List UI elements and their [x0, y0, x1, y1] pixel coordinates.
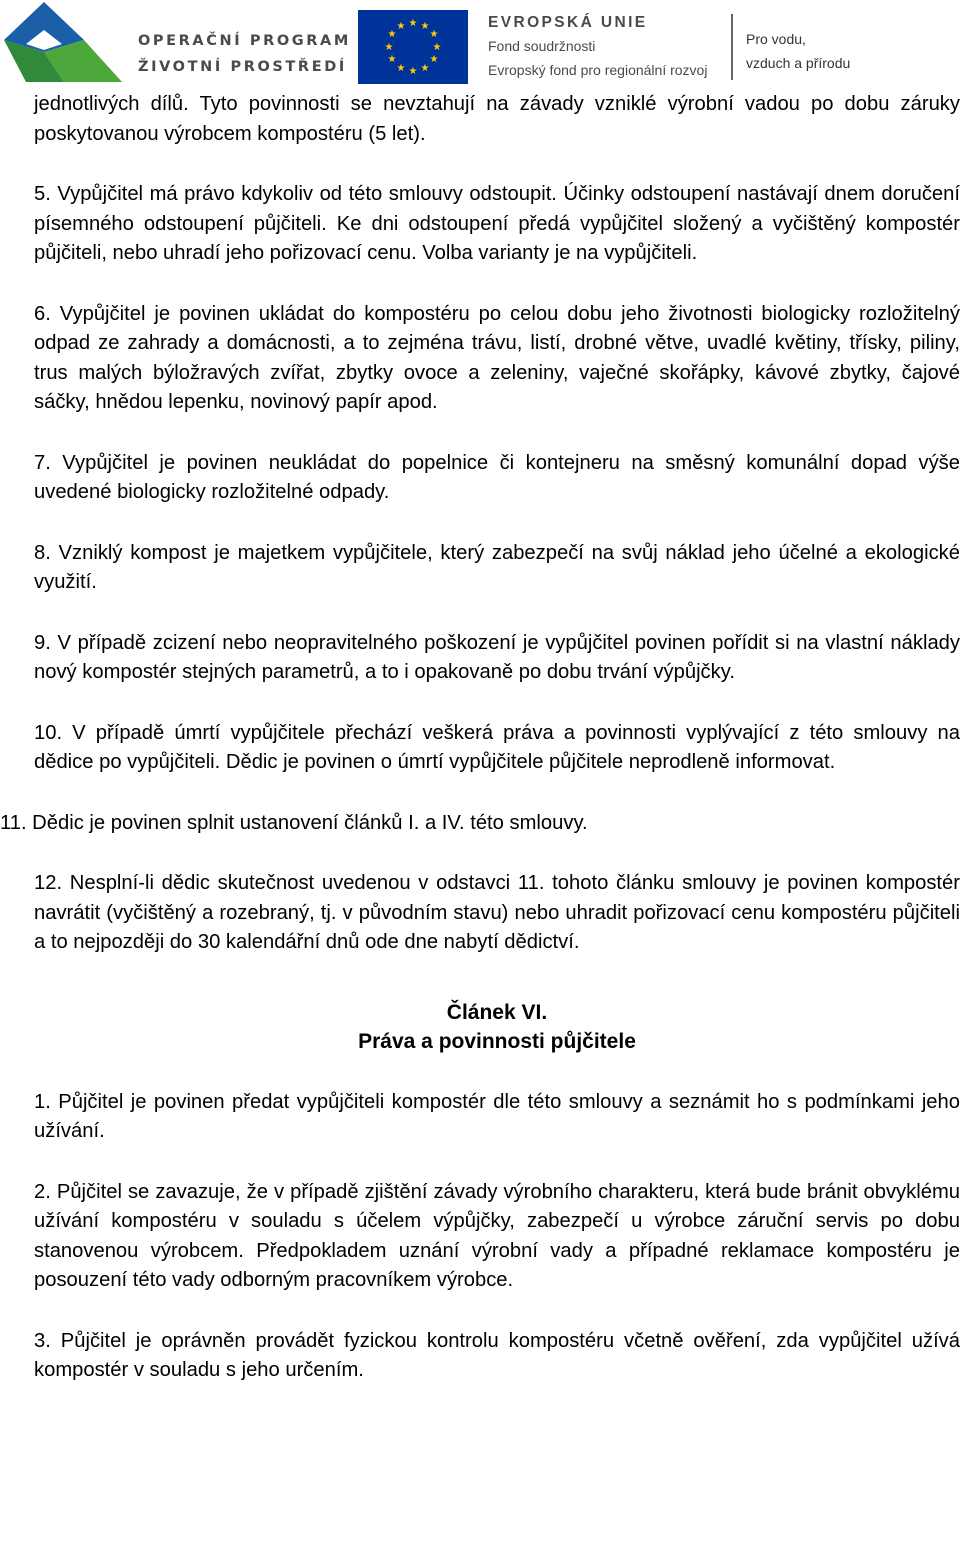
svg-text:★: ★ [429, 54, 439, 65]
opzp-line2: ŽIVOTNÍ PROSTŘEDÍ [138, 59, 347, 75]
paragraph-5: 5. Vypůjčitel má právo kdykoliv od této smlouvy odstoupit. Účinky odstoupení nastávají dnem doručení písemného odstoupení půjčiteli. Ke dni odstoupení předá vypůjčitel složený a vyčištěný kompostér půjčiteli, nebo uhradí jeho pořizovací cenu. Volba varianty je na vypůjčiteli. [34, 183, 960, 264]
opzp-line1: OPERAČNÍ PROGRAM [138, 33, 351, 49]
header-divider [731, 14, 733, 80]
svg-text:★: ★ [384, 42, 394, 53]
paragraph-12: 12. Nesplní-li dědic skutečnost uvedenou v odstavci 11. tohoto článku smlouvy je povinen kompostér navrátit (vyčištěný a rozebraný, tj. v původním stavu) nebo uhradit pořizovací cenu kompostéru půjčiteli a to nejpozději do 30 kalendářní dnů ode dne nabytí dědictví. [34, 872, 960, 953]
slogan-line1: Pro vodu, [746, 31, 806, 47]
paragraph-6: 6. Vypůjčitel je povinen ukládat do kompostéru po celou dobu jeho životnosti biologicky rozložitelný odpad ze zahrady a domácnosti, a to zejména trávu, listí, drobné větve, uvadlé květiny, třísky, piliny, trus malých býložravých zvířat, zbytky ovoce a zeleniny, vaječné skořápky, kávové zbytky, čajové sáčky, hnědou lepenku, novinový papír apod. [34, 302, 960, 413]
svg-text:★: ★ [408, 18, 418, 29]
svg-text:★: ★ [429, 29, 439, 40]
eu-fund-1: Fond soudržnosti [488, 38, 596, 54]
logo-header [0, 0, 960, 90]
paragraph-11: 11. Dědic je povinen splnit ustanovení článků I. a IV. této smlouvy. [0, 811, 588, 834]
article-paragraph-1: 1. Půjčitel je povinen předat vypůjčiteli kompostér dle této smlouvy a seznámit ho s podmínkami jeho užívání. [34, 1090, 960, 1142]
article-paragraph-2: 2. Půjčitel se zavazuje, že v případě zjištění závady výrobního charakteru, která bude bránit obvyklému užívání kompostéru v souladu s účelem výpůjčky, zabezpečí u výrobce záruční servis po dobu stanovenou výrobcem. Předpokladem uznání výrobní vady a případné reklamace kompostéru je posouzení této vady odborným pracovníkem výrobce. [34, 1180, 960, 1291]
opzp-logo-text [138, 28, 351, 80]
paragraph-10: 10. V případě úmrtí vypůjčitele přechází veškerá práva a povinnosti vyplývající z této smlouvy na dědice po vypůjčiteli. Dědic je povinen o úmrtí vypůjčitele půjčitele neprodleně informovat. [34, 721, 960, 773]
opzp-logo-icon [4, 2, 124, 82]
svg-text:★: ★ [396, 63, 406, 74]
eu-fund-2: Evropský fond pro regionální rozvoj [488, 62, 708, 78]
eu-logo-text [488, 12, 707, 82]
slogan-line2: vzduch a přírodu [746, 55, 851, 71]
eu-flag-icon [358, 10, 468, 84]
eu-title: EVROPSKÁ UNIE [488, 14, 648, 31]
svg-text:★: ★ [387, 54, 397, 65]
svg-text:★: ★ [420, 63, 430, 74]
paragraph-continued: jednotlivých dílů. Tyto povinnosti se nevztahují na závady vzniklé výrobní vadou po dobu záruky poskytovanou výrobcem kompostéru (5 let). [34, 93, 960, 145]
paragraph-7: 7. Vypůjčitel je povinen neukládat do popelnice či kontejneru na směsný komunální dopad výše uvedené biologicky rozložitelné odpady. [34, 451, 960, 503]
article-paragraph-3: 3. Půjčitel je oprávněn provádět fyzickou kontrolu kompostéru včetně ověření, zda vypůjčitel užívá kompostér v souladu s jeho určením. [34, 1329, 960, 1381]
paragraph-9: 9. V případě zcizení nebo neopravitelného poškození je vypůjčitel povinen pořídit si na vlastní náklady nový kompostér stejných parametrů, a to i opakovaně po dobu trvání výpůjčky. [34, 631, 960, 683]
svg-text:★: ★ [408, 66, 418, 77]
paragraph-8: 8. Vzniklý kompost je majetkem vypůjčitele, který zabezpečí na svůj náklad jeho účelné a ekologické využití. [34, 541, 960, 593]
document-body [0, 90, 960, 1386]
article-title: Práva a povinnosti půjčitele [358, 1030, 636, 1053]
svg-text:★: ★ [387, 29, 397, 40]
svg-text:★: ★ [420, 21, 430, 32]
article-number: Článek VI. [446, 1000, 548, 1024]
slogan [746, 27, 850, 75]
svg-text:★: ★ [396, 21, 406, 32]
svg-text:★: ★ [432, 42, 442, 53]
